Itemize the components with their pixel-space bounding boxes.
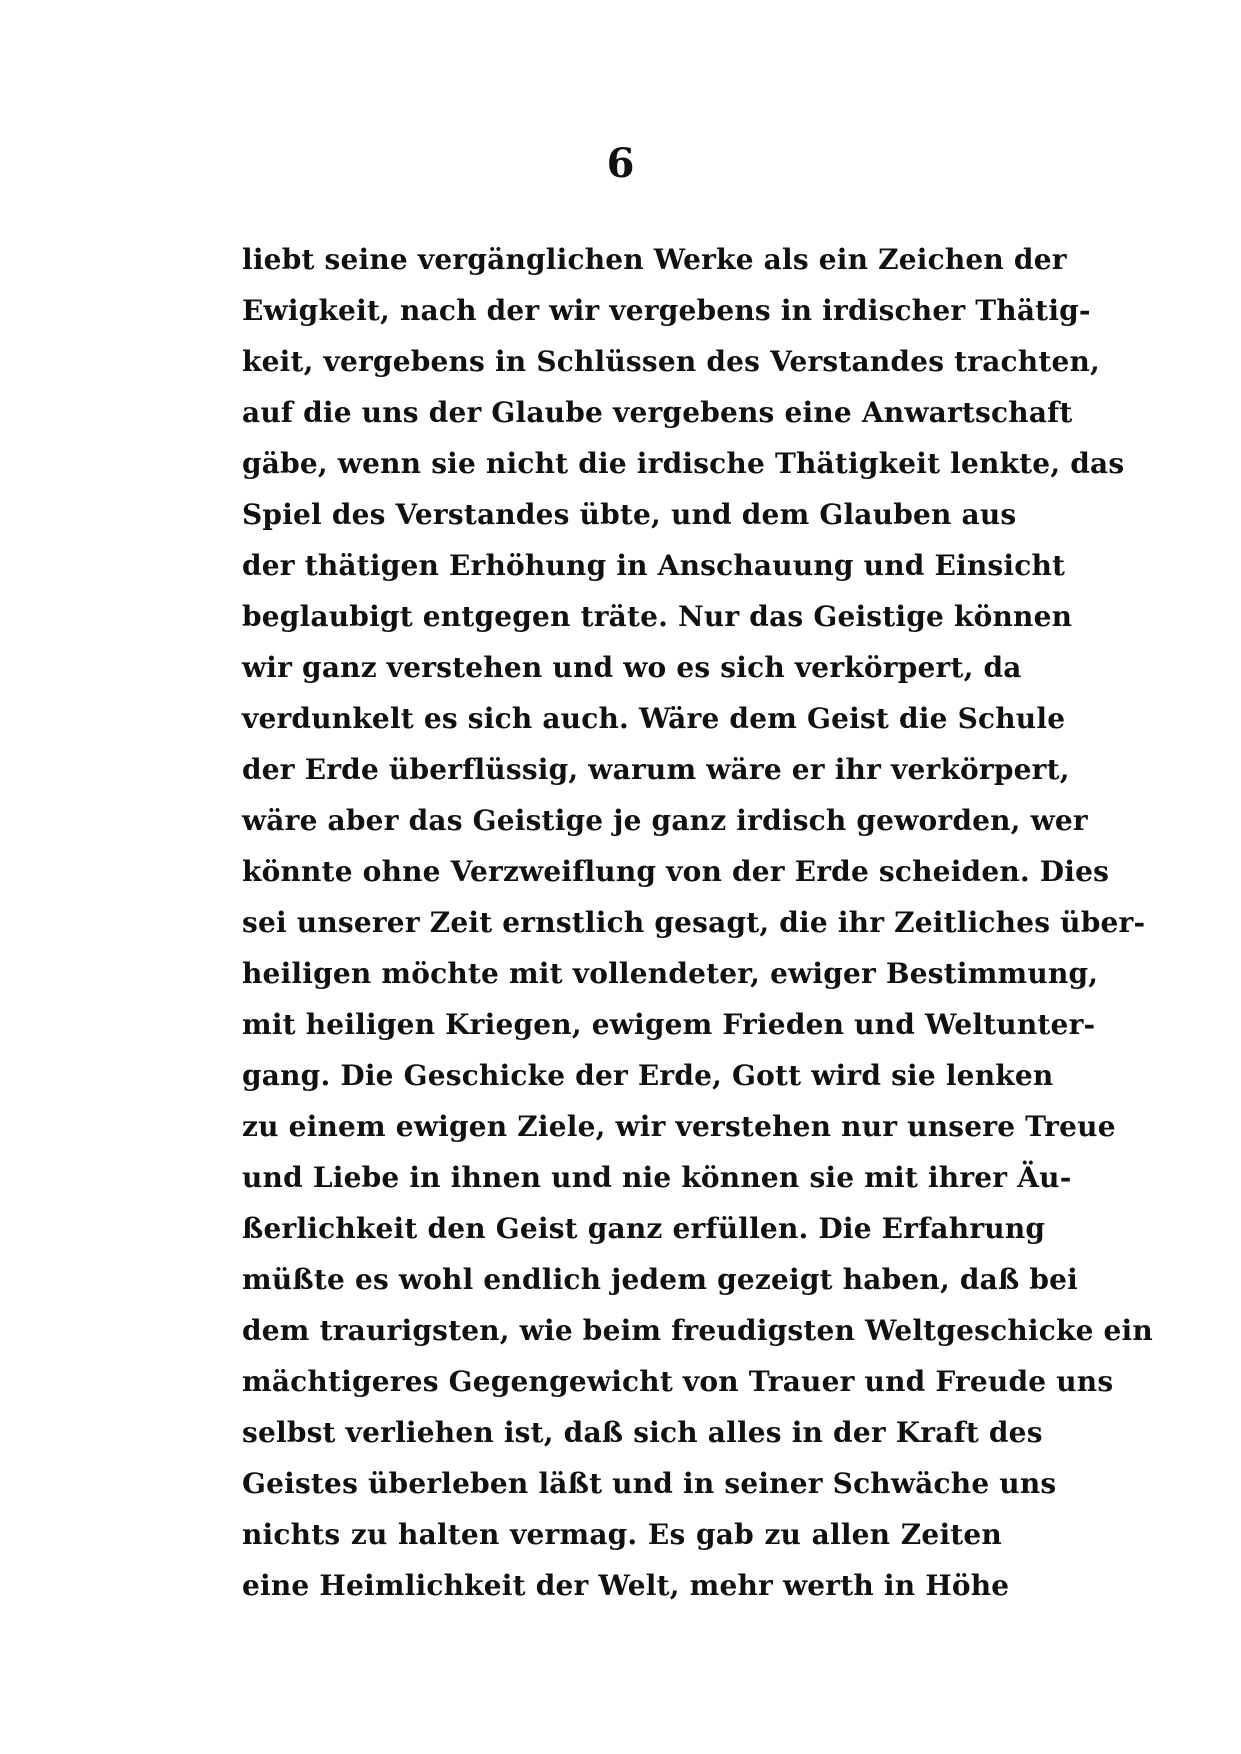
text-line: müßte es wohl endlich jedem gezeigt haben, daß bei [242,1263,1079,1296]
text-line: der thätigen Erhöhung in Anschauung und Einsicht [242,549,1066,582]
text-line: auf die uns der Glaube vergebens eine Anwartschaft [242,396,1073,429]
text-line: dem traurigsten, wie beim freudigsten Weltgeschicke ein [242,1314,1153,1347]
text-line: mit heiligen Kriegen, ewigem Frieden und Weltunter- [242,1008,1096,1041]
text-line: Geistes überleben läßt und in seiner Schwäche uns [242,1467,1057,1500]
text-line: gäbe, wenn sie nicht die irdische Thätigkeit lenkte, das [242,447,1125,480]
text-line: wäre aber das Geistige je ganz irdisch geworden, wer [242,804,1088,837]
page-number: 6 [606,140,635,187]
text-line: ßerlichkeit den Geist ganz erfüllen. Die Erfahrung [242,1212,1046,1245]
text-line: der Erde überflüssig, warum wäre er ihr verkörpert, [242,753,1070,786]
text-line: nichts zu halten vermag. Es gab zu allen Zeiten [242,1518,1002,1551]
text-line: wir ganz verstehen und wo es sich verkörpert, da [242,651,1022,684]
text-line: gang. Die Geschicke der Erde, Gott wird sie lenken [242,1059,1054,1092]
text-line: beglaubigt entgegen träte. Nur das Geistige können [242,600,1073,633]
text-line: eine Heimlichkeit der Welt, mehr werth in Höhe [242,1569,1010,1602]
text-line: Spiel des Verstandes übte, und dem Glauben aus [242,498,1017,531]
text-line: verdunkelt es sich auch. Wäre dem Geist die Schule [242,702,1066,735]
text-line: heiligen möchte mit vollendeter, ewiger Bestimmung, [242,957,1099,990]
text-line: liebt seine vergänglichen Werke als ein Zeichen der [242,243,1067,276]
text-line: könnte ohne Verzweiflung von der Erde scheiden. Dies [242,855,1110,888]
text-line: selbst verliehen ist, daß sich alles in der Kraft des [242,1416,1043,1449]
text-line: mächtigeres Gegengewicht von Trauer und Freude uns [242,1365,1114,1398]
text-line: und Liebe in ihnen und nie können sie mit ihrer Äu- [242,1161,1072,1194]
text-line: keit, vergebens in Schlüssen des Verstandes trachten, [242,345,1100,378]
text-line: sei unserer Zeit ernstlich gesagt, die ihr Zeitliches über- [242,906,1146,939]
text-line: Ewigkeit, nach der wir vergebens in irdischer Thätig- [242,294,1091,327]
body-text [242,234,1153,1611]
text-line: zu einem ewigen Ziele, wir verstehen nur unsere Treue [242,1110,1116,1143]
